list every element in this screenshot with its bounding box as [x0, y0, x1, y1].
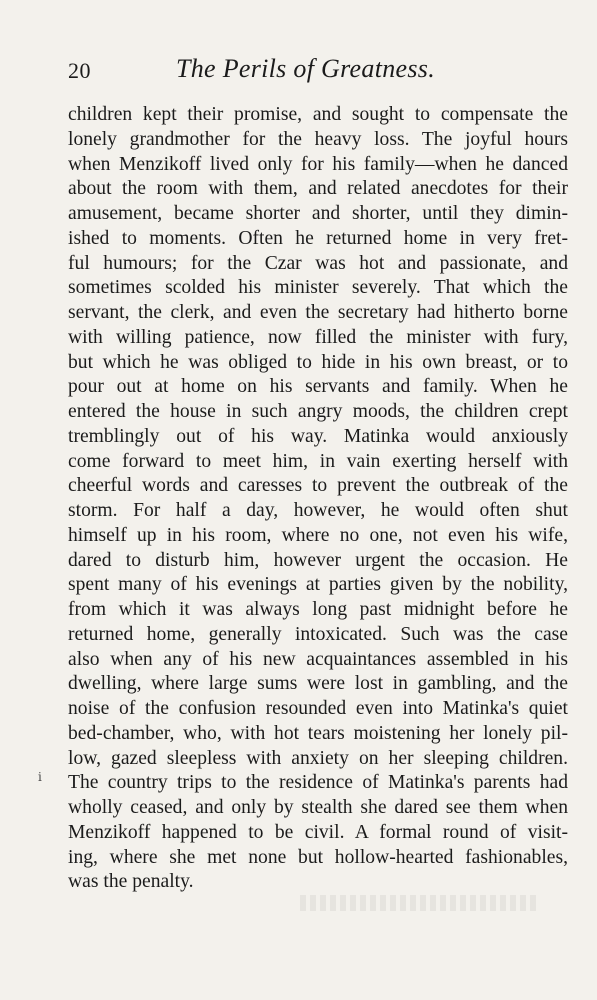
bleed-through-decoration — [300, 895, 540, 911]
text-line: noise of the confusion resounded even into Matinka's quiet — [68, 698, 568, 719]
text-line: returned home, generally intoxicated. Such was the case — [68, 623, 568, 645]
text-line: tremblingly out of his way. Matinka would anxiously — [68, 425, 568, 447]
text-line: storm. For half a day, however, he would often shut — [68, 500, 568, 521]
text-line: also when any of his new acquaintances assembled in his — [68, 648, 568, 670]
text-line: lonely grandmother for the heavy loss. The joyful hours — [68, 128, 568, 150]
margin-mark: ⅰ — [38, 770, 42, 784]
text-line: wholly ceased, and only by stealth she dared see them when — [68, 797, 568, 818]
text-line: ing, where she met none but hollow-hearted fashionables, — [68, 846, 568, 868]
text-line: cheerful words and caresses to prevent the outbreak of the — [68, 475, 568, 497]
text-line: from which it was always long past midnight before he — [68, 599, 568, 620]
text-line: The country trips to the residence of Matinka's parents had — [68, 772, 568, 794]
text-line: dwelling, where large sums were lost in gambling, and the — [68, 673, 568, 695]
text-line: servant, the clerk, and even the secretary had hitherto borne — [68, 302, 568, 323]
text-line: entered the house in such angry moods, the children crept — [68, 401, 568, 422]
text-line: pour out at home on his servants and family. When he — [68, 376, 568, 398]
text-line: about the room with them, and related anecdotes for their — [68, 178, 568, 200]
text-line: come forward to meet him, in vain exerting herself with — [68, 450, 568, 472]
text-line: amusement, became shorter and shorter, until they dimin- — [68, 203, 568, 224]
body-text — [68, 103, 568, 895]
text-line: Menzikoff happened to be civil. A formal round of visit- — [68, 821, 568, 843]
page-number: 20 — [68, 58, 91, 83]
text-line: children kept their promise, and sought to compensate the — [68, 104, 568, 125]
running-title: The Perils of Greatness. — [176, 54, 435, 83]
text-line: himself up in his room, where no one, not even his wife, — [68, 524, 568, 546]
text-line: dared to disturb him, however urgent the occasion. He — [68, 549, 568, 571]
text-line: sometimes scolded his minister severely. That which the — [68, 277, 568, 299]
text-line: but which he was obliged to hide in his own breast, or to — [68, 351, 568, 373]
text-line: ished to moments. Often he returned home in very fret- — [68, 227, 568, 249]
text-line: low, gazed sleepless with anxiety on her sleeping children. — [68, 747, 568, 769]
text-line: was the penalty. — [68, 871, 194, 893]
text-line: when Menzikoff lived only for his family—when he danced — [68, 153, 568, 175]
text-line: bed-chamber, who, with hot tears moistening her lonely pil- — [68, 722, 568, 744]
text-line: ful humours; for the Czar was hot and passionate, and — [68, 252, 568, 274]
page-header — [68, 54, 567, 88]
text-line: spent many of his evenings at parties given by the nobility, — [68, 574, 568, 596]
text-line: with willing patience, now filled the minister with fury, — [68, 326, 568, 348]
